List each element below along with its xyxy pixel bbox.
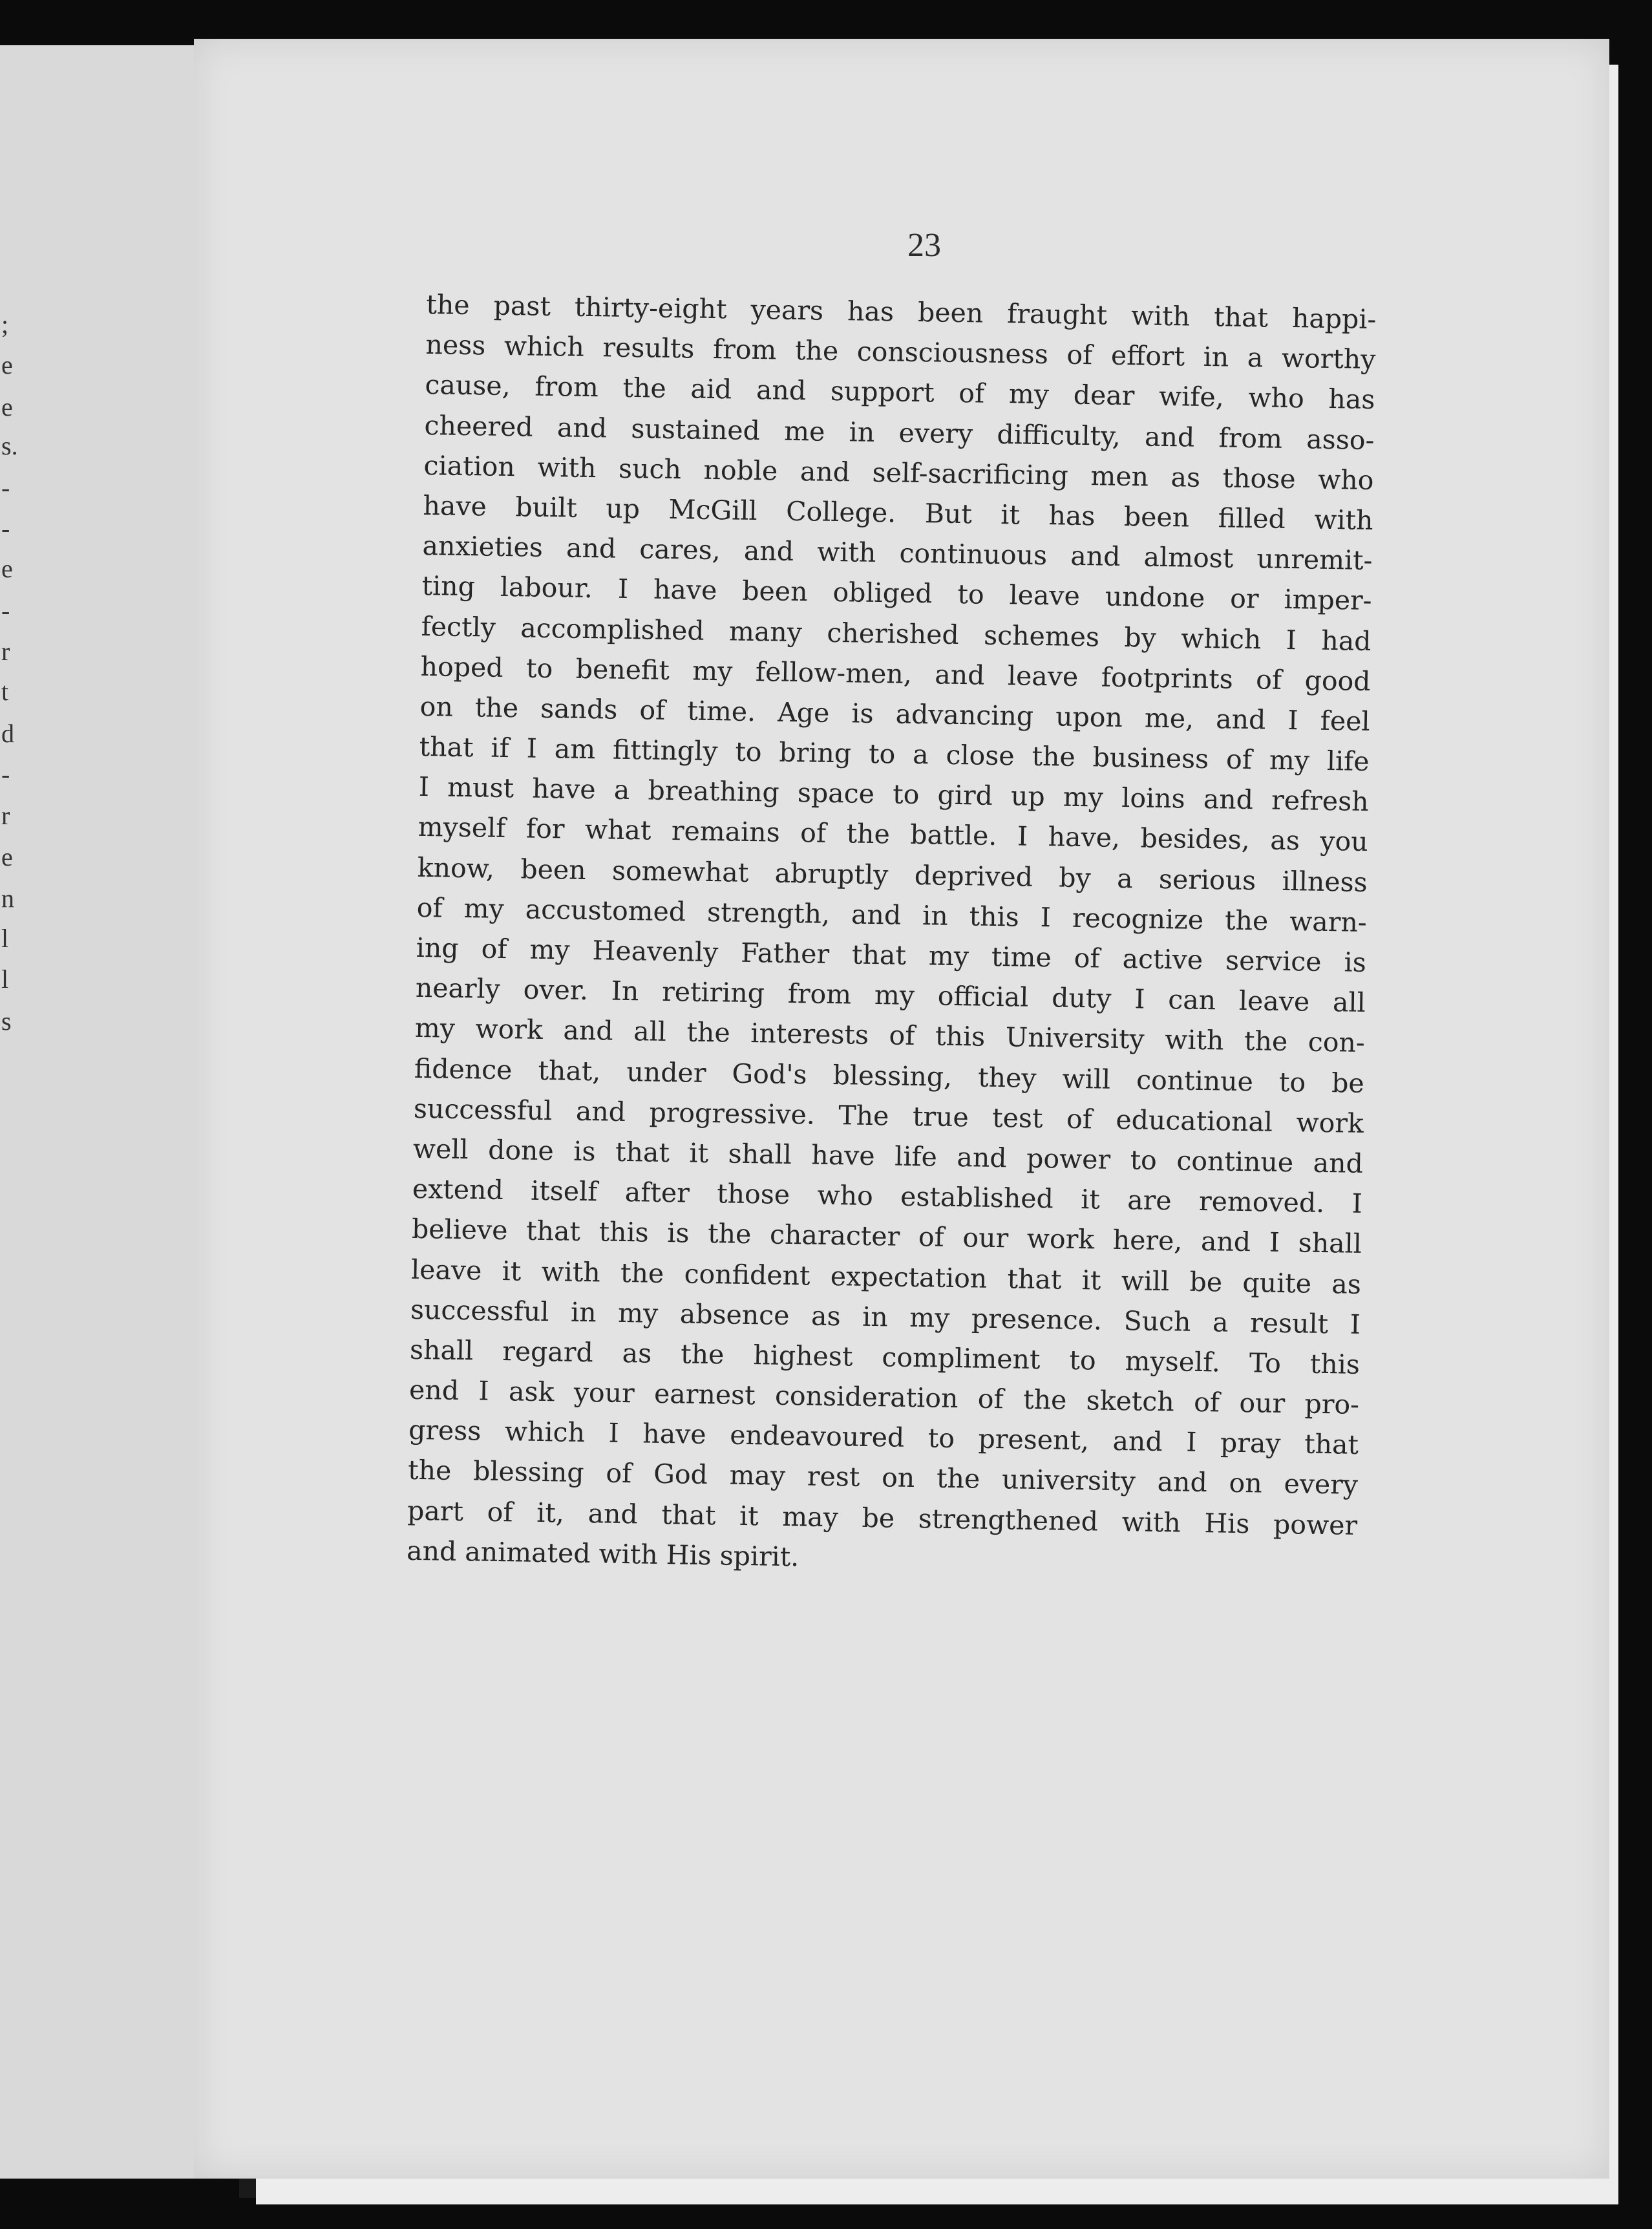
text-line: successful and progressive. The true test of educational work [413,1093,1364,1139]
page-number: 23 [907,227,941,264]
margin-fragment: n [1,884,14,913]
text-line: fectly accomplished many cherished schemes by which I had [421,610,1371,657]
margin-fragment: e [1,554,13,583]
margin-fragment: - [1,760,10,789]
text-line: gress which I have endeavoured to present, and I pray that [408,1414,1359,1461]
text-line: know, been somewhat abruptly deprived by a serious illness [417,851,1368,898]
margin-fragment: - [1,473,10,502]
margin-fragment: - [1,596,10,625]
text-line: hoped to benefit my fellow-men, and leave footprints of good [420,650,1371,697]
margin-fragment: e [1,392,13,421]
margin-fragment: l [1,924,9,953]
text-line: leave it with the confident expectation that it will be quite as [410,1253,1362,1300]
text-line: well done is that it shall have life and power to continue and [412,1133,1364,1179]
margin-fragment: s. [1,431,18,460]
text-line: cause, from the aid and support of my dear wife, who has [425,369,1375,416]
text-line: ciation with such noble and self-sacrificing men as those who [423,449,1374,496]
text-line: believe that this is the character of our work here, and I shall [411,1213,1362,1260]
margin-fragment: - [1,514,10,543]
text-line: that if I am fittingly to bring to a close the business of my life [419,731,1370,778]
text-line: anxieties and cares, and with continuous and almost unremit- [422,530,1373,577]
text-line: my work and all the interests of this University with the con- [414,1012,1366,1059]
text-line: the past thirty-eight years has been fraught with that happi- [426,288,1377,336]
margin-fragment: d [1,719,14,748]
text-line: I must have a breathing space to gird up my loins and refresh [418,771,1369,818]
text-line: shall regard as the highest compliment to myself. To this [409,1334,1361,1380]
margin-fragment: s [1,1007,12,1036]
text-line: myself for what remains of the battle. I have, besides, as you [418,811,1369,858]
margin-fragment: r [1,637,10,666]
page-body-text [407,284,1377,1586]
text-line: nearly over. In retiring from my official duty I can leave all [415,972,1366,1019]
text-line: of my accustomed strength, and in this I recognize the warn- [416,891,1368,938]
text-line: end I ask your earnest consideration of the sketch of our pro- [408,1374,1360,1420]
margin-fragment: e [1,350,13,379]
text-line: ness which results from the consciousness of effort in a worthy [425,329,1376,376]
text-line: part of it, and that it may be strengthened with His power [407,1495,1358,1541]
margin-fragment: t [1,677,9,706]
text-line: the blessing of God may rest on the university and on every [407,1455,1359,1501]
text-line: have built up McGill College. But it has been filled with [423,489,1373,536]
text-line: extend itself after those who established it are removed. I [412,1173,1363,1220]
text-line: fidence that, under God's blessing, they will continue to be [414,1052,1365,1099]
margin-fragment: l [1,965,9,994]
margin-fragment: e [1,842,13,871]
text-line: ting labour. I have been obliged to leave undone or imper- [421,570,1372,617]
text-line: successful in my absence as in my presence. Such a result I [410,1294,1361,1340]
margin-fragment: ; [1,310,9,339]
text-line: cheered and sustained me in every difficulty, and from asso- [424,409,1375,456]
text-line: ing of my Heavenly Father that my time of active service is [416,932,1367,978]
text-line: on the sands of time. Age is advancing upon me, and I feel [419,690,1370,737]
margin-fragment: r [1,801,10,830]
text-line: and animated with His spirit. [406,1535,800,1573]
